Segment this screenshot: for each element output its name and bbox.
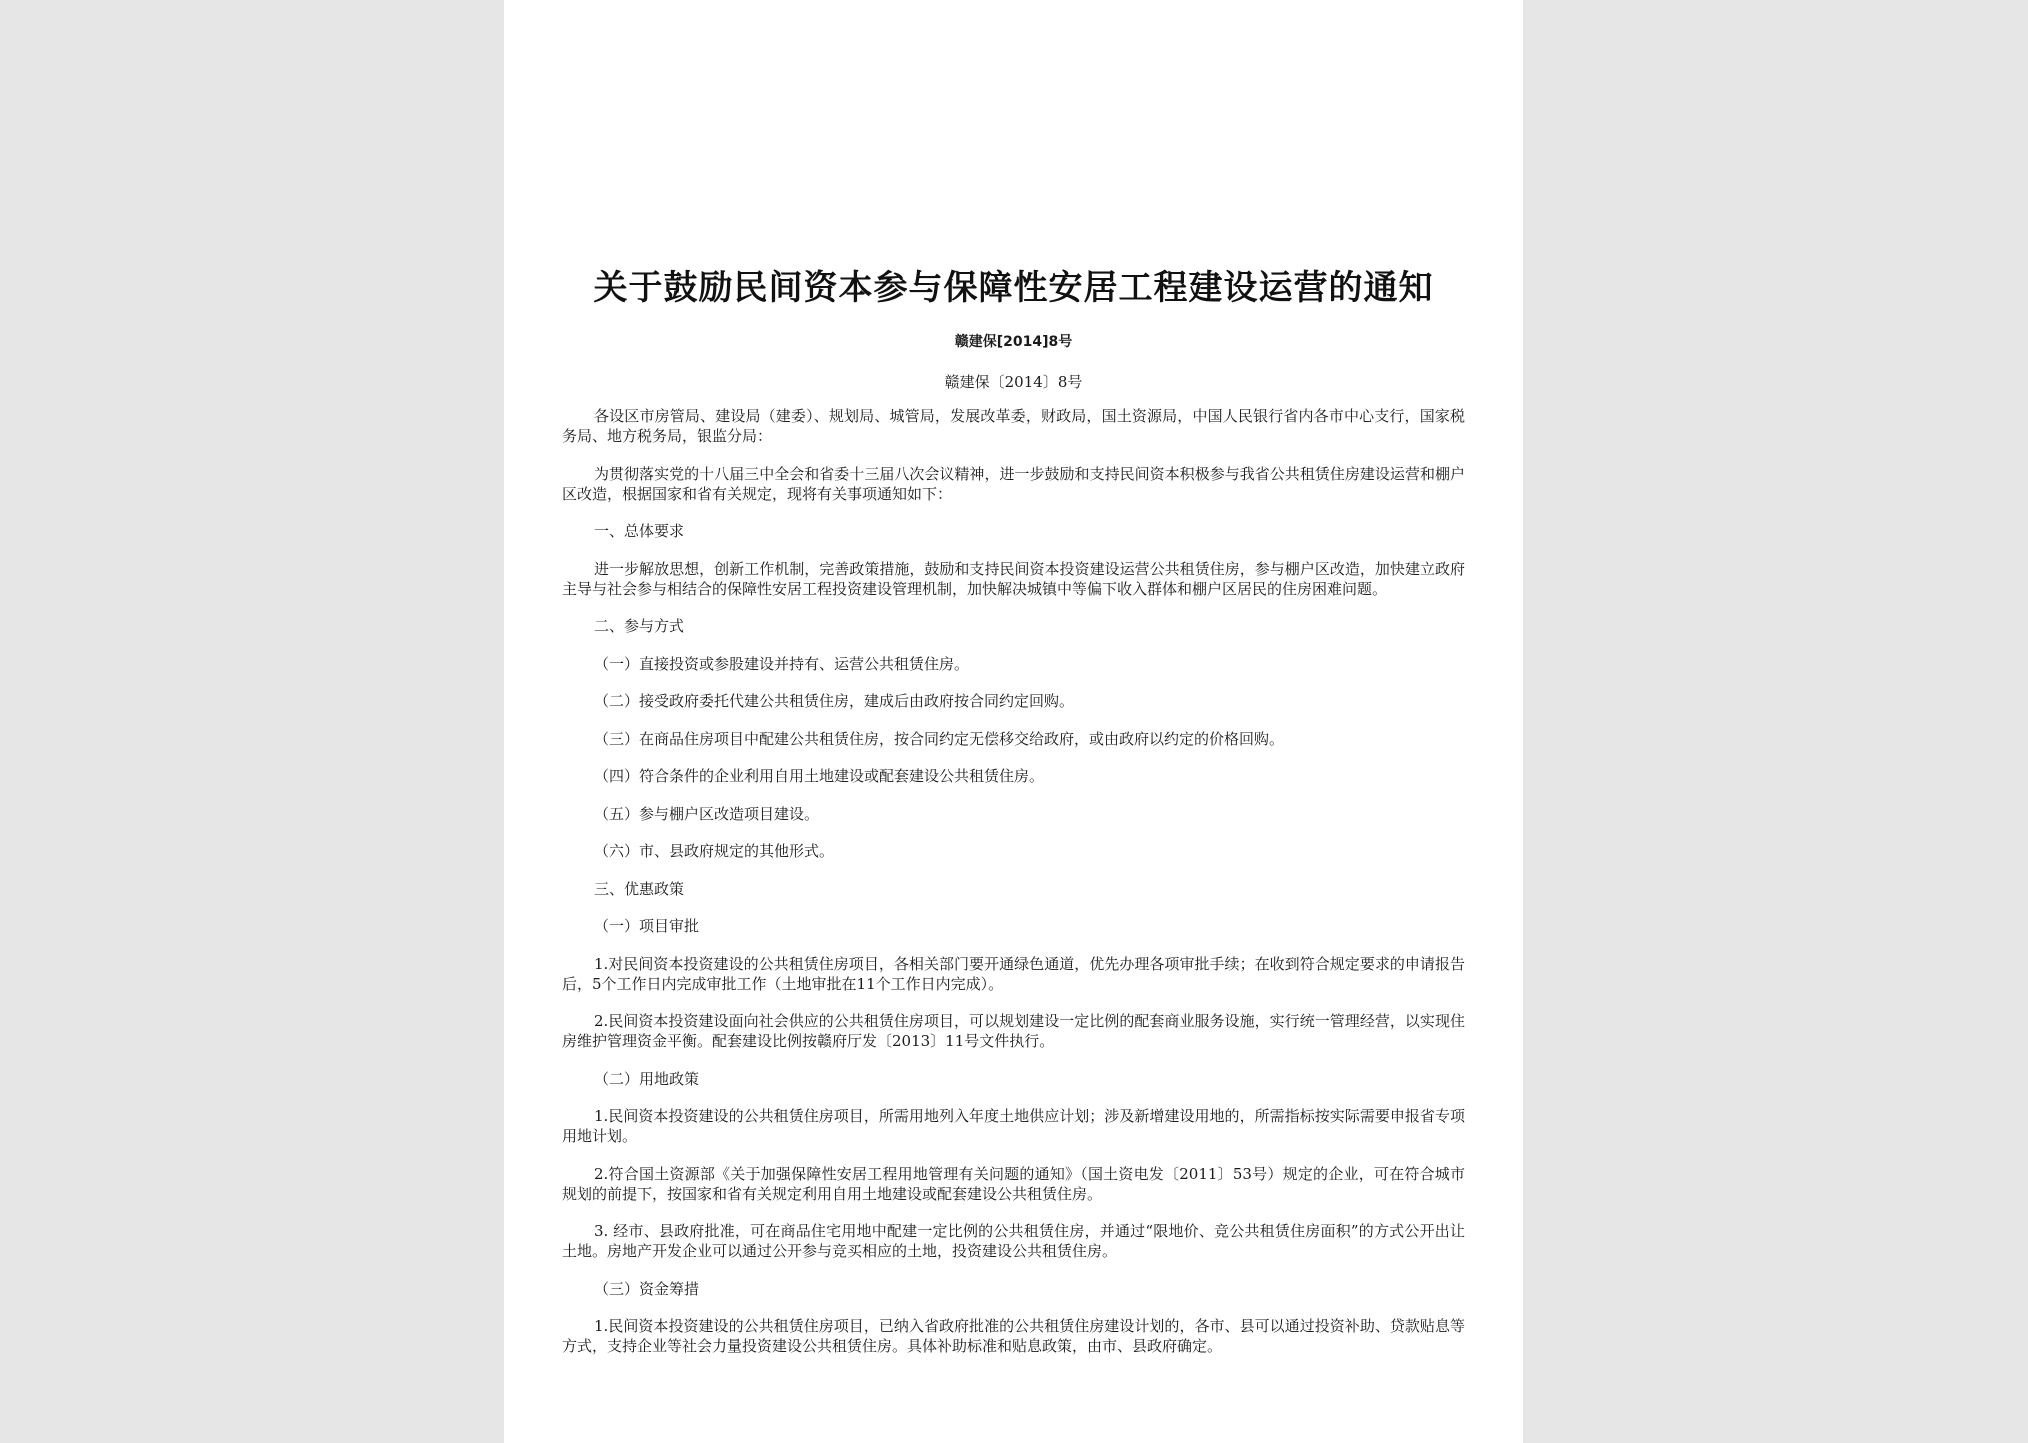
document-body	[562, 406, 1465, 1356]
paragraph: 1.对民间资本投资建设的公共租赁住房项目，各相关部门要开通绿色通道，优先办理各项审批手续；在收到符合规定要求的申请报告后，5个工作日内完成审批工作（土地审批在11个工作日内完成）。	[562, 954, 1465, 993]
document-page	[504, 0, 1523, 1443]
paragraph: 为贯彻落实党的十八届三中全会和省委十三届八次会议精神，进一步鼓励和支持民间资本积极参与我省公共租赁住房建设运营和棚户区改造，根据国家和省有关规定，现将有关事项通知如下：	[562, 464, 1465, 503]
paragraph: 进一步解放思想，创新工作机制，完善政策措施，鼓励和支持民间资本投资建设运营公共租赁住房，参与棚户区改造，加快建立政府主导与社会参与相结合的保障性安居工程投资建设管理机制，加快解决城镇中等偏下收入群体和棚户区居民的住房困难问题。	[562, 559, 1465, 598]
section-heading: （一）项目审批	[594, 917, 700, 935]
paragraph: （二）接受政府委托代建公共租赁住房，建成后由政府按合同约定回购。	[594, 692, 1075, 710]
paragraph: （五）参与棚户区改造项目建设。	[594, 804, 820, 823]
document-title: 关于鼓励民间资本参与保障性安居工程建设运营的通知	[593, 268, 1434, 308]
paragraph: （一）直接投资或参股建设并持有、运营公共租赁住房。	[594, 654, 970, 673]
paragraph: （四）符合条件的企业利用自用土地建设或配套建设公共租赁住房。	[594, 767, 1045, 785]
paragraph: 1.民间资本投资建设的公共租赁住房项目，已纳入省政府批准的公共租赁住房建设计划的，各市、县可以通过投资补助、贷款贴息等方式，支持企业等社会力量投资建设公共租赁住房。具体补助标准和贴息政策，由市、县政府确定。	[562, 1317, 1465, 1355]
document-number: 赣建保〔2014〕8号	[944, 373, 1083, 391]
paragraph: 3. 经市、县政府批准，可在商品住宅用地中配建一定比例的公共租赁住房，并通过“限地价、竞公共租赁住房面积”的方式公开出让土地。房地产开发企业可以通过公开参与竞买相应的土地，投资建设公共租赁住房。	[562, 1222, 1465, 1260]
paragraph: 2.民间资本投资建设面向社会供应的公共租赁住房项目，可以规划建设一定比例的配套商业服务设施，实行统一管理经营，以实现住房维护管理资金平衡。配套建设比例按赣府厅发〔2013〕11号文件执行。	[562, 1012, 1465, 1050]
paragraph: （六）市、县政府规定的其他形式。	[594, 842, 835, 860]
paragraph: 各设区市房管局、建设局（建委）、规划局、城管局，发展改革委，财政局，国土资源局，中国人民银行省内各市中心支行，国家税务局、地方税务局，银监分局：	[562, 407, 1465, 445]
section-heading: （二）用地政策	[594, 1069, 700, 1088]
paragraph: （三）在商品住房项目中配建公共租赁住房，按合同约定无偿移交给政府，或由政府以约定的价格回购。	[594, 729, 1285, 748]
section-heading: 三、优惠政策	[594, 879, 685, 898]
section-heading: 二、参与方式	[594, 617, 685, 635]
paragraph: 1.民间资本投资建设的公共租赁住房项目，所需用地列入年度土地供应计划；涉及新增建设用地的，所需指标按实际需要申报省专项用地计划。	[562, 1107, 1465, 1145]
paragraph: 2.符合国土资源部《关于加强保障性安居工程用地管理有关问题的通知》（国土资电发〔2011〕53号）规定的企业，可在符合城市规划的前提下，按国家和省有关规定利用自用土地建设或配套建设公共租赁住房。	[562, 1164, 1465, 1203]
document-number-bold: 赣建保[2014]8号	[954, 334, 1073, 350]
section-heading: 一、总体要求	[594, 522, 685, 540]
section-heading: （三）资金筹措	[594, 1279, 700, 1298]
